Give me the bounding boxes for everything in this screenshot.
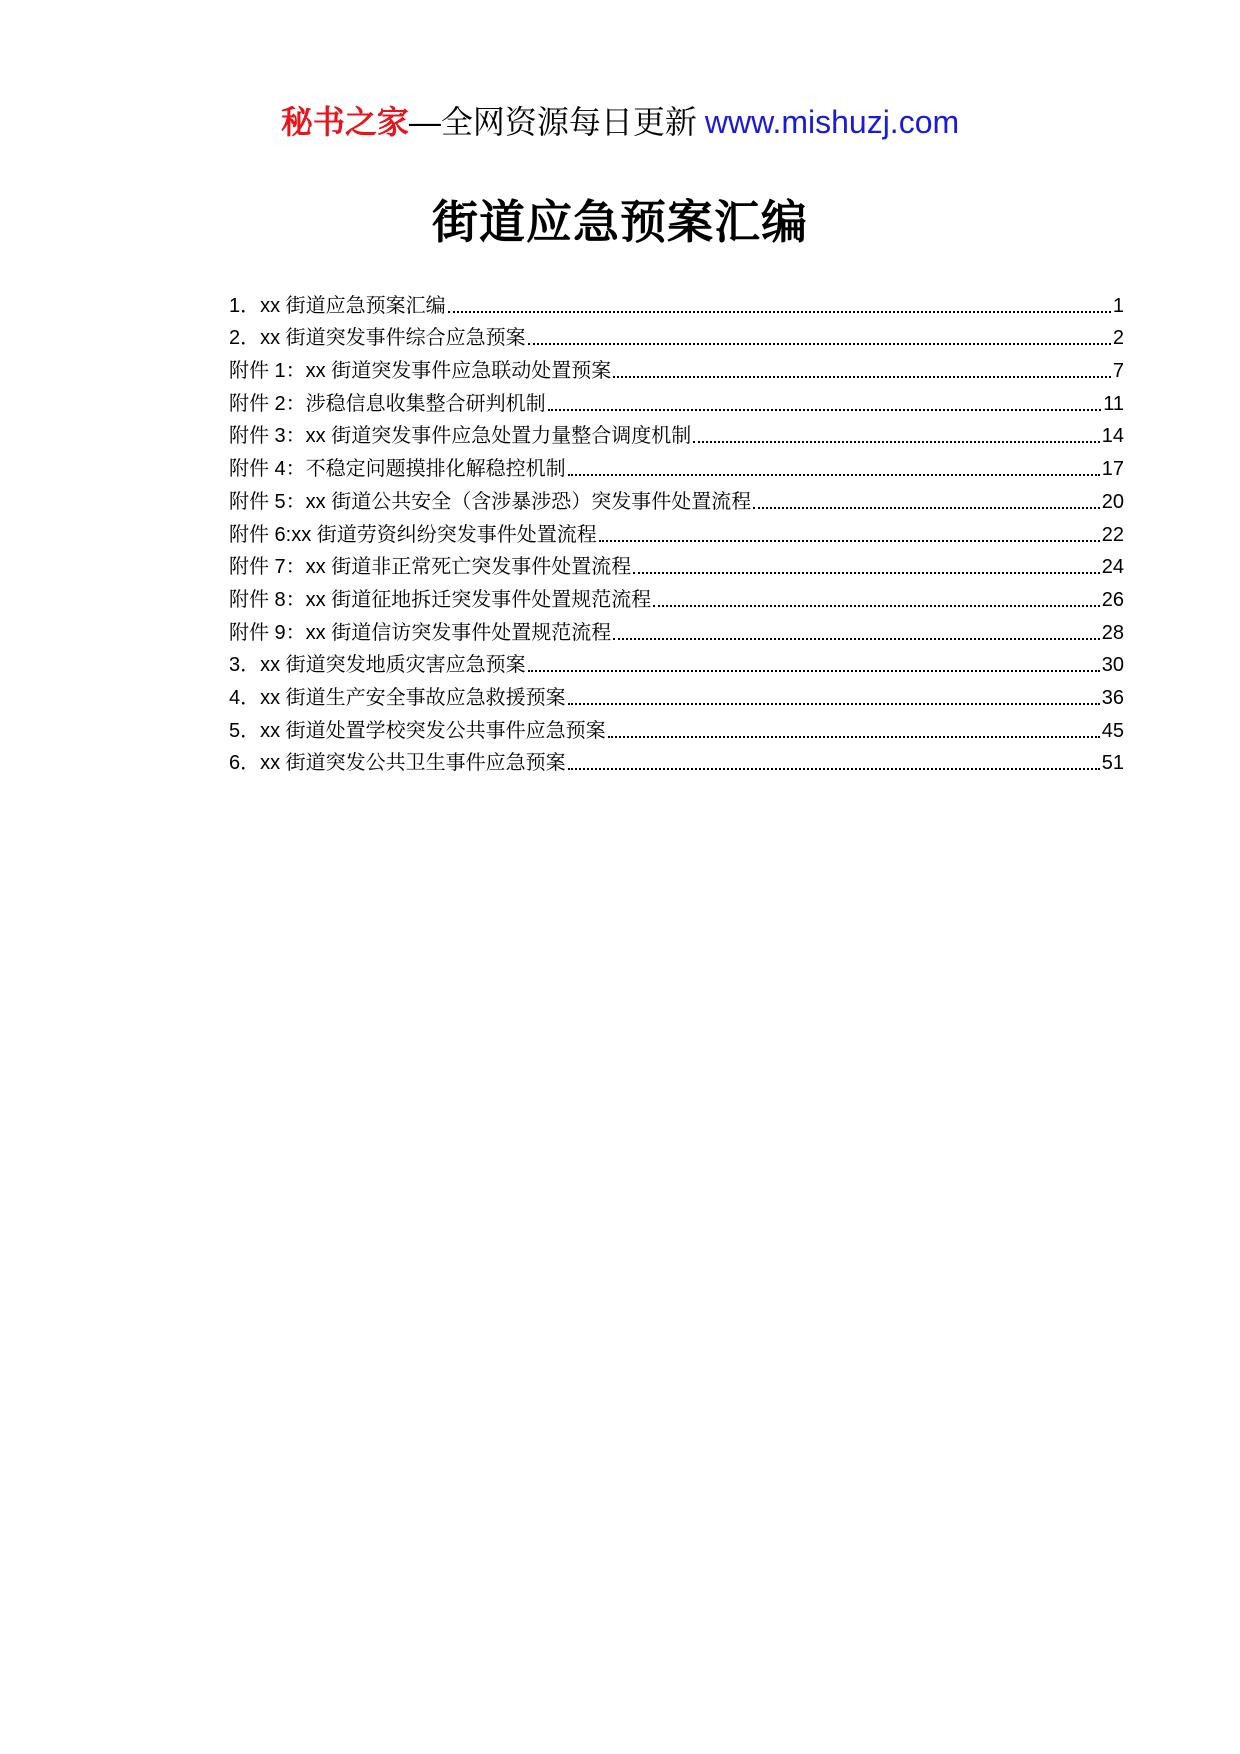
toc-entry-label: 附件 9：xx 街道信访突发事件处置规范流程 (229, 621, 612, 644)
toc-page-number: 51 (1101, 752, 1124, 775)
toc-page-number: 17 (1101, 458, 1124, 481)
table-of-contents (229, 286, 1124, 776)
toc-dot-leader (568, 474, 1100, 476)
toc-page-number: 20 (1101, 490, 1124, 513)
toc-page-number: 7 (1112, 360, 1124, 383)
toc-dot-leader (448, 311, 1111, 313)
toc-entry[interactable] (229, 646, 1124, 679)
banner-slogan: —全网资源每日更新 (408, 104, 697, 140)
document-title: 街道应急预案汇编 (432, 196, 808, 248)
toc-page-number: 11 (1103, 392, 1124, 415)
toc-entry-label: 4．xx 街道生产安全事故应急救援预案 (229, 686, 566, 709)
toc-entry-label: 2．xx 街道突发事件综合应急预案 (229, 327, 526, 350)
brand-name: 秘书之家 (280, 104, 409, 140)
toc-entry[interactable] (229, 744, 1124, 777)
toc-entry[interactable] (229, 417, 1124, 450)
toc-dot-leader (568, 768, 1100, 770)
toc-entry-label: 附件 4：不稳定问题摸排化解稳控机制 (229, 458, 566, 481)
toc-entry-label: 附件 2：涉稳信息收集整合研判机制 (229, 392, 546, 415)
toc-dot-leader (548, 409, 1102, 411)
site-banner (0, 100, 1240, 144)
toc-entry-label: 6．xx 街道突发公共卫生事件应急预案 (229, 752, 566, 775)
toc-entry[interactable] (229, 286, 1124, 319)
toc-entry-label: 3．xx 街道突发地质灾害应急预案 (229, 654, 526, 677)
toc-entry-label: 1．xx 街道应急预案汇编 (229, 294, 446, 317)
toc-entry-label: 附件 6:xx 街道劳资纠纷突发事件处置流程 (229, 523, 597, 546)
toc-page-number: 24 (1101, 556, 1124, 579)
toc-entry[interactable] (229, 515, 1124, 548)
toc-entry-label: 5．xx 街道处置学校突发公共事件应急预案 (229, 719, 606, 742)
toc-page-number: 1 (1112, 294, 1124, 317)
toc-page-number: 26 (1101, 588, 1124, 611)
site-url-link[interactable]: www.mishuzj.com (704, 104, 960, 140)
toc-entry[interactable] (229, 548, 1124, 581)
toc-page-number: 36 (1101, 686, 1124, 709)
toc-dot-leader (693, 441, 1100, 443)
toc-entry-label: 附件 5：xx 街道公共安全（含涉暴涉恐）突发事件处置流程 (229, 490, 752, 513)
toc-page-number: 22 (1101, 523, 1124, 546)
toc-entry[interactable] (229, 449, 1124, 482)
toc-page-number: 28 (1101, 621, 1124, 644)
toc-entry[interactable] (229, 678, 1124, 711)
toc-entry[interactable] (229, 384, 1124, 417)
toc-page-number: 45 (1101, 719, 1124, 742)
toc-entry[interactable] (229, 580, 1124, 613)
toc-entry-label: 附件 1：xx 街道突发事件应急联动处置预案 (229, 360, 612, 383)
toc-dot-leader (753, 507, 1100, 509)
toc-entry[interactable] (229, 711, 1124, 744)
toc-entry[interactable] (229, 613, 1124, 646)
toc-page-number: 2 (1112, 327, 1124, 350)
toc-dot-leader (653, 605, 1100, 607)
toc-dot-leader (528, 670, 1100, 672)
toc-dot-leader (613, 638, 1100, 640)
toc-entry-label: 附件 7：xx 街道非正常死亡突发事件处置流程 (229, 556, 632, 579)
toc-dot-leader (568, 703, 1100, 705)
toc-dot-leader (633, 572, 1100, 574)
toc-page-number: 14 (1101, 425, 1124, 448)
toc-entry-label: 附件 3：xx 街道突发事件应急处置力量整合调度机制 (229, 425, 692, 448)
toc-dot-leader (613, 376, 1111, 378)
toc-dot-leader (608, 736, 1100, 738)
toc-dot-leader (528, 343, 1111, 345)
toc-page-number: 30 (1101, 654, 1124, 677)
toc-entry-label: 附件 8：xx 街道征地拆迁突发事件处置规范流程 (229, 588, 652, 611)
toc-entry[interactable] (229, 482, 1124, 515)
toc-entry[interactable] (229, 319, 1124, 352)
toc-dot-leader (599, 540, 1100, 542)
toc-entry[interactable] (229, 351, 1124, 384)
